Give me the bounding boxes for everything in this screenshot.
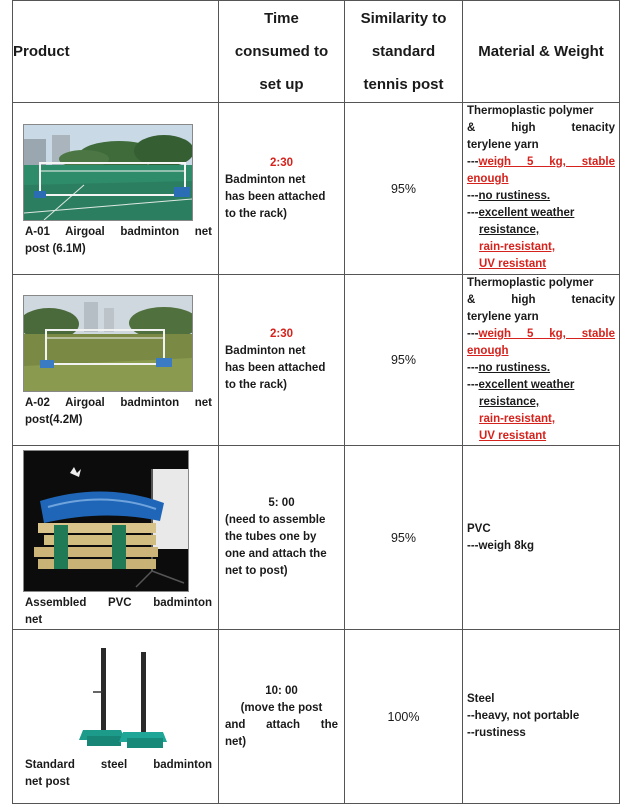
product-cell bbox=[13, 446, 219, 630]
material-line bbox=[467, 239, 615, 256]
time-note: has been attached bbox=[225, 362, 326, 374]
dash-prefix: --- bbox=[467, 328, 479, 340]
time-value: 10: 00 bbox=[265, 684, 298, 697]
time-cell bbox=[219, 446, 345, 630]
product-photo-a01 bbox=[23, 124, 193, 221]
material-line: & high tenacity bbox=[467, 122, 615, 134]
time-note: has been attached bbox=[225, 190, 326, 203]
product-cell bbox=[13, 103, 219, 275]
time-value: 2:30 bbox=[269, 156, 294, 169]
weigh-text: weigh 5 kg, stable bbox=[478, 328, 615, 340]
material-line: PVC bbox=[467, 522, 491, 535]
material-line bbox=[467, 343, 615, 360]
time-note: one and attach the bbox=[225, 548, 327, 560]
time-note: to the rack) bbox=[225, 207, 287, 220]
header-sim-line: standard bbox=[371, 43, 436, 60]
weather-text: resistance, bbox=[479, 396, 540, 408]
product-caption: net bbox=[25, 614, 43, 626]
material-line: Steel bbox=[467, 693, 495, 705]
dash-prefix: --- bbox=[467, 190, 479, 202]
material-line: & high tenacity bbox=[467, 294, 615, 306]
material-cell bbox=[463, 275, 620, 446]
material-line bbox=[467, 326, 615, 343]
product-caption: Assembled PVC badminton bbox=[25, 597, 212, 609]
rain-text: rain-resistant, bbox=[479, 241, 556, 253]
time-note: and attach the bbox=[225, 718, 338, 731]
time-note: (move the post bbox=[240, 701, 323, 714]
product-caption: post (6.1M) bbox=[25, 242, 86, 255]
table-row bbox=[13, 103, 620, 275]
dash-prefix: --- bbox=[467, 379, 479, 391]
uv-text: UV resistant bbox=[479, 430, 547, 442]
time-note: net) bbox=[225, 735, 247, 748]
time-note: Badminton net bbox=[225, 173, 306, 186]
time-note: net to post) bbox=[225, 565, 288, 577]
product-photo-pvc bbox=[23, 450, 189, 592]
table-row bbox=[13, 446, 620, 630]
header-row bbox=[13, 1, 620, 103]
material-line: Thermoplastic polymer bbox=[467, 277, 594, 289]
material-line bbox=[467, 428, 615, 445]
material-line: Thermoplastic polymer bbox=[467, 105, 594, 117]
material-line: --heavy, not portable bbox=[467, 710, 580, 722]
similarity-cell: 100% bbox=[345, 630, 463, 804]
dash-prefix: --- bbox=[467, 156, 479, 168]
time-note: (need to assemble bbox=[225, 514, 326, 526]
similarity-cell: 95% bbox=[345, 446, 463, 630]
no-rust-text: no rustiness. bbox=[478, 362, 551, 374]
no-rust-text: no rustiness. bbox=[478, 190, 551, 202]
product-cell bbox=[13, 275, 219, 446]
product-caption: A-02 Airgoal badminton net bbox=[25, 397, 212, 409]
dash-prefix: --- bbox=[467, 207, 479, 219]
table-row bbox=[13, 275, 620, 446]
material-line: terylene yarn bbox=[467, 139, 539, 151]
material-line bbox=[467, 377, 615, 394]
material-line bbox=[467, 188, 615, 205]
header-sim-line: Similarity to bbox=[360, 10, 447, 27]
weigh-text: enough bbox=[467, 173, 509, 185]
material-line: --rustiness bbox=[467, 727, 526, 739]
header-time-line: Time bbox=[264, 10, 299, 27]
material-line bbox=[467, 222, 615, 239]
time-note: the tubes one by bbox=[225, 531, 317, 543]
material-line bbox=[467, 411, 615, 428]
time-value: 5: 00 bbox=[268, 497, 295, 509]
material-line bbox=[467, 171, 615, 188]
header-similarity bbox=[345, 1, 463, 103]
material-line bbox=[467, 256, 615, 273]
header-product: Product bbox=[13, 1, 219, 103]
weather-text: resistance, bbox=[479, 224, 540, 236]
material-line: ---weigh 8kg bbox=[467, 539, 535, 552]
product-caption: A-01 Airgoal badminton net bbox=[25, 225, 212, 238]
material-cell bbox=[463, 103, 620, 275]
product-photo-a02 bbox=[23, 295, 193, 392]
weather-text: excellent weather bbox=[478, 379, 575, 391]
material-line bbox=[467, 360, 615, 377]
rain-text: rain-resistant, bbox=[479, 413, 556, 425]
table-row bbox=[13, 630, 620, 804]
weather-text: excellent weather bbox=[478, 207, 575, 219]
time-note: Badminton net bbox=[225, 345, 306, 357]
time-cell bbox=[219, 103, 345, 275]
uv-text: UV resistant bbox=[479, 258, 547, 270]
header-time bbox=[219, 1, 345, 103]
product-caption: post(4.2M) bbox=[25, 414, 83, 426]
time-note: to the rack) bbox=[225, 379, 287, 391]
material-line bbox=[467, 154, 615, 171]
time-cell bbox=[219, 275, 345, 446]
time-value: 2:30 bbox=[269, 328, 294, 340]
similarity-cell: 95% bbox=[345, 103, 463, 275]
material-cell bbox=[463, 446, 620, 630]
comparison-table bbox=[12, 0, 620, 804]
product-caption: net post bbox=[25, 776, 70, 788]
product-photo-steel bbox=[53, 644, 203, 754]
material-line bbox=[467, 205, 615, 222]
weigh-text: weigh 5 kg, stable bbox=[478, 156, 615, 168]
header-material: Material & Weight bbox=[463, 1, 620, 103]
time-cell bbox=[219, 630, 345, 804]
material-cell bbox=[463, 630, 620, 804]
weigh-text: enough bbox=[467, 345, 509, 357]
product-caption: Standard steel badminton bbox=[25, 759, 212, 771]
product-cell bbox=[13, 630, 219, 804]
similarity-cell: 95% bbox=[345, 275, 463, 446]
material-line: terylene yarn bbox=[467, 311, 539, 323]
header-sim-line: tennis post bbox=[363, 76, 444, 93]
header-time-line: consumed to bbox=[234, 43, 329, 60]
material-line bbox=[467, 394, 615, 411]
header-time-line: set up bbox=[259, 76, 304, 93]
dash-prefix: --- bbox=[467, 362, 479, 374]
